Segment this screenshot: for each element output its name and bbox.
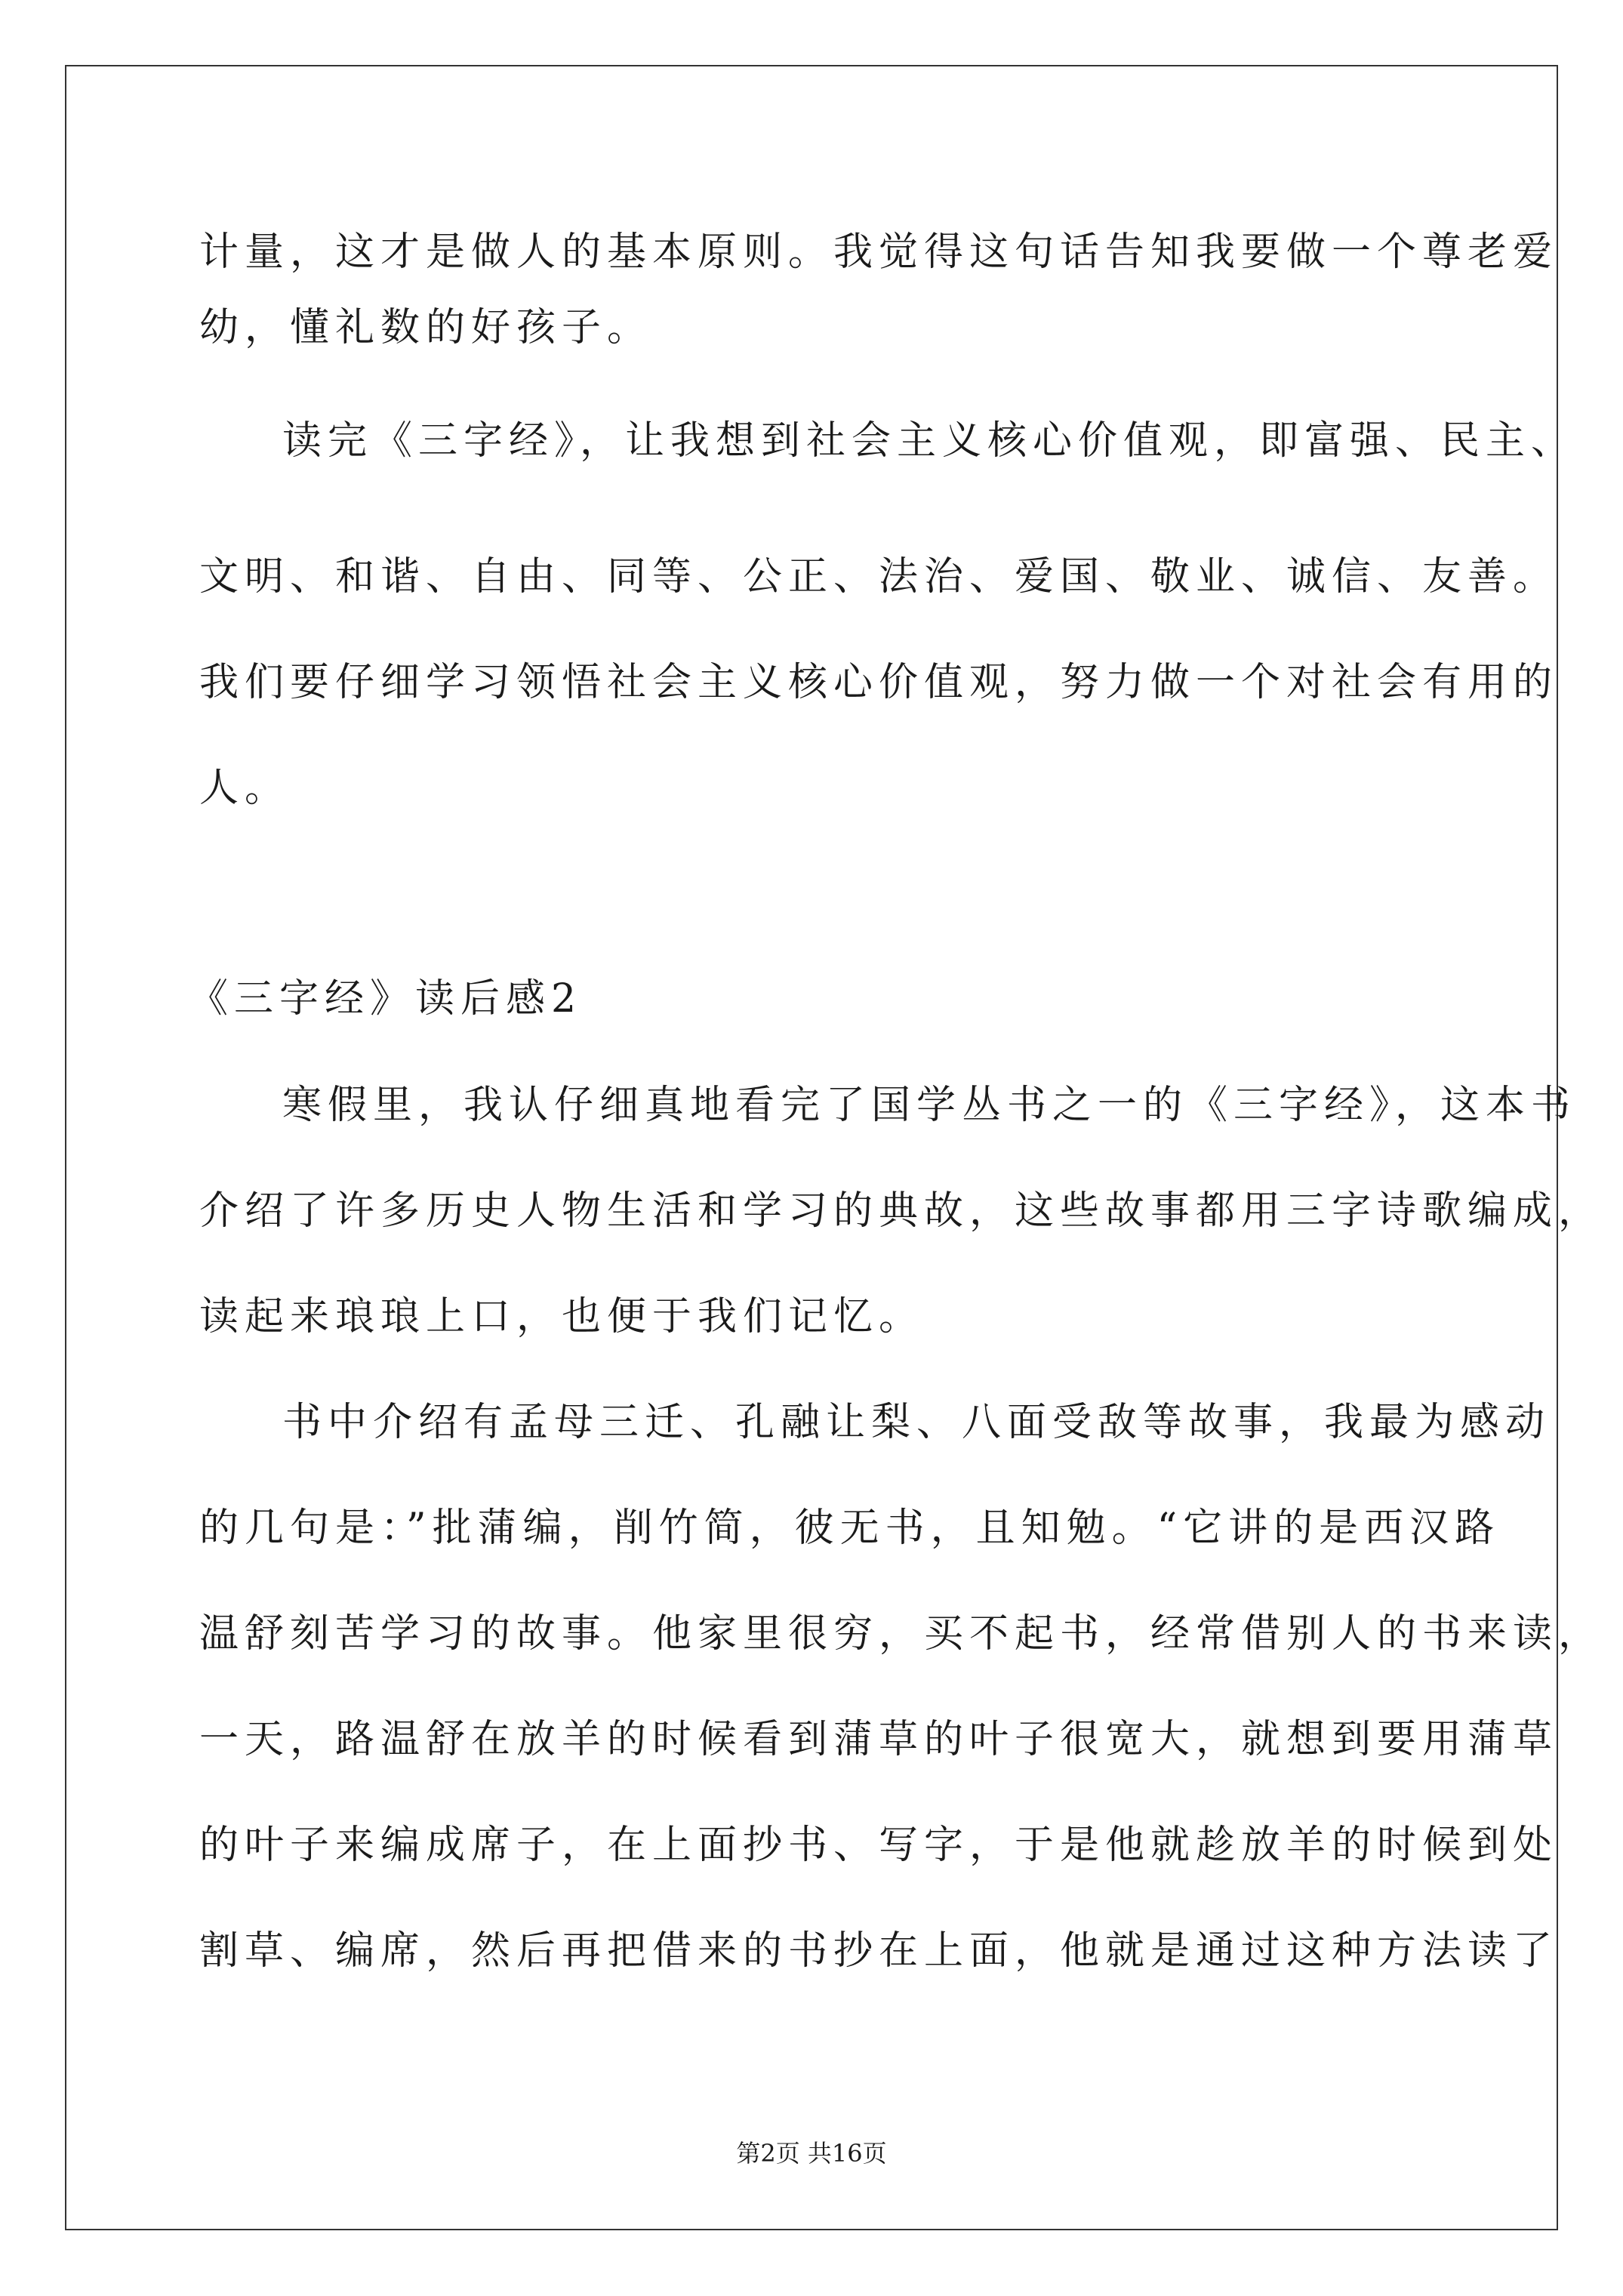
- text-line: 读起来琅琅上口，也便于我们记忆。: [199, 1294, 925, 1339]
- section-heading: 《三字经》读后感2: [189, 976, 583, 1022]
- paragraph-start-line: 寒假里，我认仔细真地看完了国学丛书之一的《三字经》，这本书: [282, 1083, 1577, 1128]
- text-line: 我们要仔细学习领悟社会主义核心价值观，努力做一个对社会有用的: [199, 660, 1559, 705]
- text-line: 文明、和谐、自由、同等、公正、法治、爱国、敬业、诚信、友善。: [199, 554, 1559, 599]
- text-line: 温舒刻苦学习的故事。他家里很穷，买不起书，经常借别人的书来读，: [199, 1611, 1604, 1657]
- text-line: 人。: [199, 766, 291, 811]
- text-line: 的叶子来编成席子，在上面抄书、写字，于是他就趁放羊的时候到处: [199, 1823, 1559, 1868]
- text-line: 计量，这才是做人的基本原则。我觉得这句话告知我要做一个尊老爱: [199, 230, 1559, 275]
- page-footer: 第2页 共16页: [736, 2139, 887, 2168]
- text-line: 幼，懂礼数的好孩子。: [199, 305, 653, 350]
- text-line: 一天，路温舒在放羊的时候看到蒲草的叶子很宽大，就想到要用蒲草: [199, 1717, 1559, 1762]
- page-border: [65, 65, 1558, 2230]
- paragraph-start-line: 书中介绍有孟母三迁、孔融让梨、八面受敌等故事，我最为感动: [282, 1400, 1551, 1445]
- text-line: 介绍了许多历史人物生活和学习的典故，这些故事都用三字诗歌编成，: [199, 1188, 1604, 1234]
- text-line: 的几句是：”批蒲编，削竹简，彼无书，且知勉。“它讲的是西汉路: [199, 1505, 1501, 1551]
- paragraph-start-line: 读完《三字经》，让我想到社会主义核心价值观，即富强、民主、: [282, 418, 1577, 464]
- text-line: 割草、编席，然后再把借来的书抄在上面，他就是通过这种方法读了: [199, 1928, 1559, 1974]
